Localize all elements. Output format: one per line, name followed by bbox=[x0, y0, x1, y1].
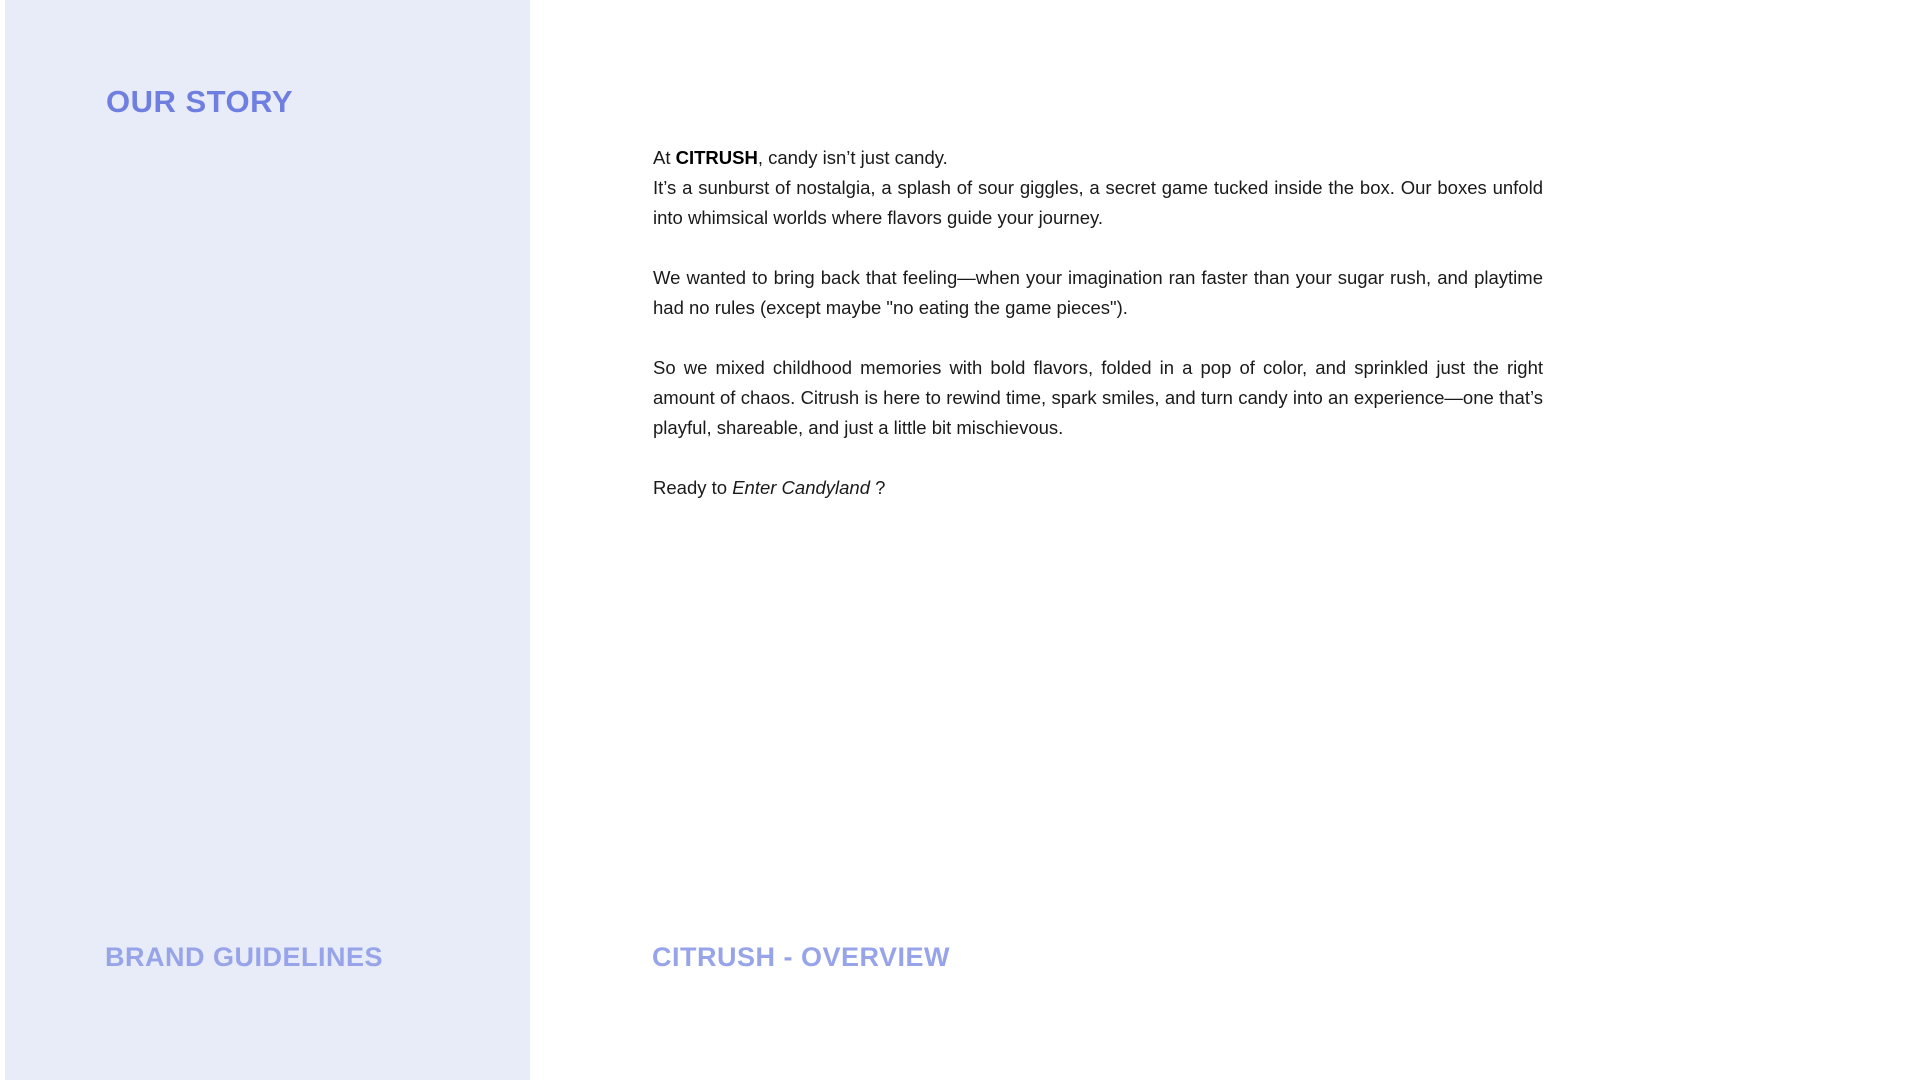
intro-prefix: At bbox=[653, 147, 676, 168]
story-closing bbox=[653, 473, 1543, 503]
story-text bbox=[653, 143, 1543, 533]
brand-name: CITRUSH bbox=[675, 147, 758, 168]
closing-suffix: ? bbox=[870, 477, 886, 498]
story-paragraph-1: It’s a sunburst of nostalgia, a splash of sour giggles, a secret game tucked inside the box. Our boxes unfold into whimsical worlds where flavors guide your journey. bbox=[653, 177, 1543, 228]
story-paragraph-2: We wanted to bring back that feeling—when your imagination ran faster than your sugar rush, and playtime had no rules (except maybe "no eating the game pieces"). bbox=[653, 267, 1543, 318]
footer-overview: CITRUSH - OVERVIEW bbox=[652, 942, 951, 972]
section-title: OUR STORY bbox=[106, 84, 294, 119]
story-intro bbox=[653, 143, 1543, 173]
closing-prefix: Ready to bbox=[653, 477, 733, 498]
footer-brand-guidelines: BRAND GUIDELINES bbox=[105, 942, 384, 972]
intro-suffix: , candy isn’t just candy. bbox=[757, 147, 948, 168]
story-paragraph-3: So we mixed childhood memories with bold flavors, folded in a pop of color, and sprinkled just the right amount of chaos. Citrush is here to rewind time, spark smiles, and turn candy into an experience—one that’s playful, shareable, and just a little bit mischievous. bbox=[653, 357, 1543, 438]
closing-emphasis: Enter Candyland bbox=[732, 477, 870, 498]
sidebar-panel bbox=[5, 0, 530, 1080]
